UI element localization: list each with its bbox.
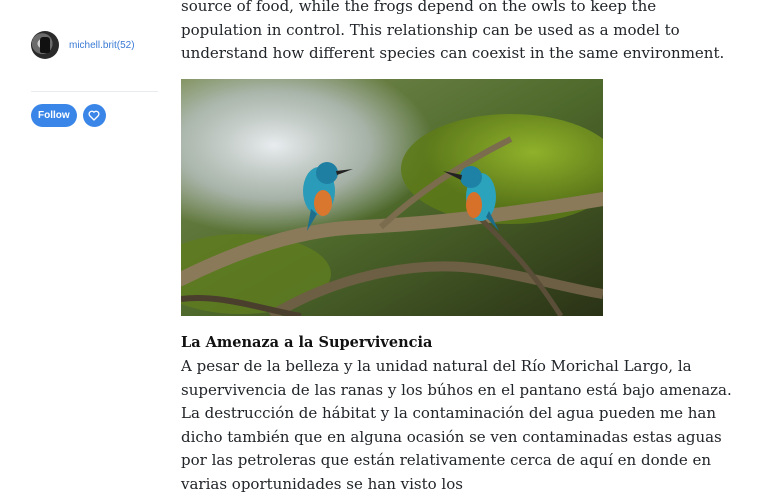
section-heading: La Amenaza a la Supervivencia [181,334,433,351]
paragraph-intro: source of food, while the frogs depend on the owls to keep the population in control. This relationship can be used as a model to understand how different species can coexist in the same environment. [181,0,725,62]
avatar-figure [40,37,50,53]
kingfishers-photo [181,79,603,316]
favorite-button[interactable] [83,104,106,127]
author-name-link[interactable]: michell.brit(52) [69,39,135,51]
author-block [31,31,135,59]
avatar[interactable] [31,31,59,59]
author-actions [31,104,106,127]
follow-button[interactable]: Follow [31,104,77,127]
paragraph-threat: A pesar de la belleza y la unidad natural del Río Morichal Largo, la supervivencia de las ranas y los búhos en el pantano está bajo amenaza. La destrucción de hábitat y la contaminación del agua pueden me han dicho también que en alguna ocasión se ven contaminadas estas aguas por las petroleras que están relativamente cerca de aquí en donde en varias oportunidades se han visto los [181,357,732,493]
heart-icon [88,110,100,121]
sidebar-divider [31,91,158,92]
article-image[interactable] [181,79,603,316]
